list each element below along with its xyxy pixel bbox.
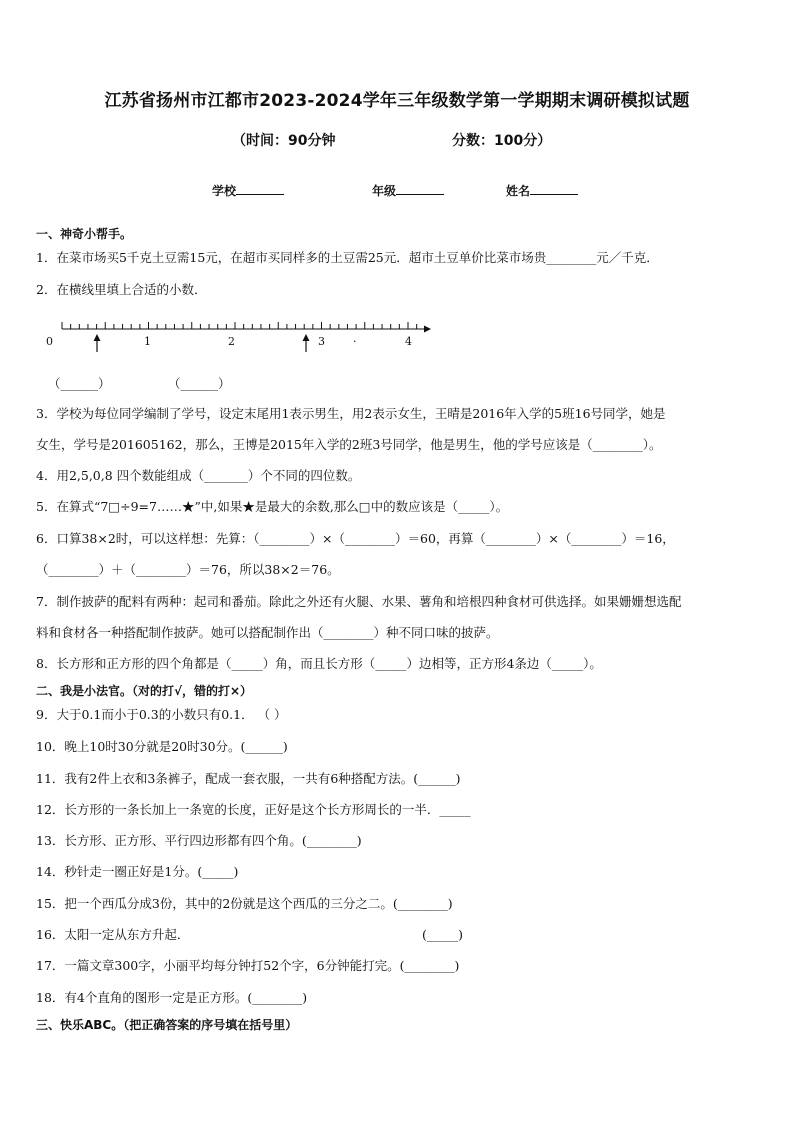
number-line-dot: ·	[353, 335, 357, 348]
question-3-line-1: 3．学校为每位同学编制了学号，设定末尾用1表示男生，用2表示女生，王晴是2016年入学的5班16号同学，她是	[36, 406, 666, 421]
number-line-label-0: 0	[46, 335, 53, 348]
question-10: 10．晚上10时30分就是20时30分。(______)	[36, 739, 288, 754]
question-18: 18．有4个直角的图形一定是正方形。(________)	[36, 990, 308, 1005]
question-3-line-2: 女生，学号是201605162，那么，王博是2015年入学的2班3号同学，他是男生，他的学号应该是（________）。	[36, 437, 662, 452]
question-6-line-1: 6．口算38×2时，可以这样想：先算：（________）×（________）＝60，再算（________）×（________）＝16，	[36, 531, 675, 546]
number-line-label-2: 2	[228, 335, 235, 348]
question-7-line-1: 7．制作披萨的配料有两种：起司和番茄。除此之外还有火腿、水果、薯角和培根四种食材可供选择。如果姗姗想选配	[36, 594, 682, 609]
exam-score: 分数：100分）	[452, 133, 552, 149]
question-16-blank[interactable]: (_____)	[422, 927, 464, 942]
school-field	[212, 182, 284, 199]
question-4: 4．用2,5,0,8 四个数能组成（_______）个不同的四位数。	[36, 468, 361, 483]
number-line-label-4: 4	[405, 335, 412, 348]
question-11: 11．我有2件上衣和3条裤子，配成一套衣服，一共有6种搭配方法。(______)	[36, 771, 461, 786]
section-1-heading: 一、神奇小帮手。	[36, 227, 133, 241]
name-blank[interactable]	[530, 182, 578, 195]
number-line	[40, 312, 440, 366]
number-line-blank-2[interactable]: （______）	[168, 376, 231, 391]
question-14: 14．秒针走一圈正好是1分。(_____)	[36, 864, 239, 879]
section-3-heading: 三、快乐ABC。（把正确答案的序号填在括号里）	[36, 1018, 298, 1032]
section-2-heading: 二、我是小法官。（对的打√，错的打×）	[36, 684, 253, 698]
question-5: 5．在算式“7□÷9=7……★”中,如果★是最大的余数,那么□中的数应该是（_____）。	[36, 499, 509, 514]
number-line-label-3: 3	[318, 335, 325, 348]
question-15: 15．把一个西瓜分成3份，其中的2份就是这个西瓜的三分之二。(________)	[36, 896, 453, 911]
question-16: 16．太阳一定从东方升起．	[36, 927, 190, 942]
grade-label: 年级	[372, 184, 397, 198]
question-9: 9．大于0.1而小于0.3的小数只有0.1． （ ）	[36, 707, 287, 722]
number-line-label-1: 1	[144, 335, 151, 348]
exam-time: （时间：90分钟	[232, 133, 336, 149]
number-line-blank-1[interactable]: （______）	[48, 376, 111, 391]
question-12: 12．长方形的一条长加上一条宽的长度，正好是这个长方形周长的一半．_____	[36, 802, 471, 817]
question-7-line-2: 料和食材各一种搭配制作披萨。她可以搭配制作出（________）种不同口味的披萨。	[36, 625, 499, 640]
question-1: 1．在菜市场买5千克土豆需15元，在超市买同样多的土豆需25元．超市土豆单价比菜市场贵________元／千克．	[36, 250, 659, 265]
number-line-svg	[40, 312, 440, 362]
school-label: 学校	[212, 184, 237, 198]
grade-blank[interactable]	[396, 182, 444, 195]
question-6-line-2: （________）＋（________）＝76，所以38×2＝76。	[36, 562, 340, 577]
question-8: 8．长方形和正方形的四个角都是（_____）角，而且长方形（_____）边相等，正方形4条边（_____）。	[36, 656, 602, 671]
name-label: 姓名	[506, 184, 531, 198]
name-field	[506, 182, 578, 199]
grade-field	[372, 182, 444, 199]
school-blank[interactable]	[236, 182, 284, 195]
exam-title: 江苏省扬州市江都市2023-2024学年三年级数学第一学期期末调研模拟试题	[104, 91, 690, 111]
question-13: 13．长方形、正方形、平行四边形都有四个角。(________)	[36, 833, 362, 848]
question-2: 2．在横线里填上合适的小数．	[36, 282, 207, 297]
question-17: 17．一篇文章300字，小丽平均每分钟打52个字，6分钟能打完。(________)	[36, 958, 460, 973]
